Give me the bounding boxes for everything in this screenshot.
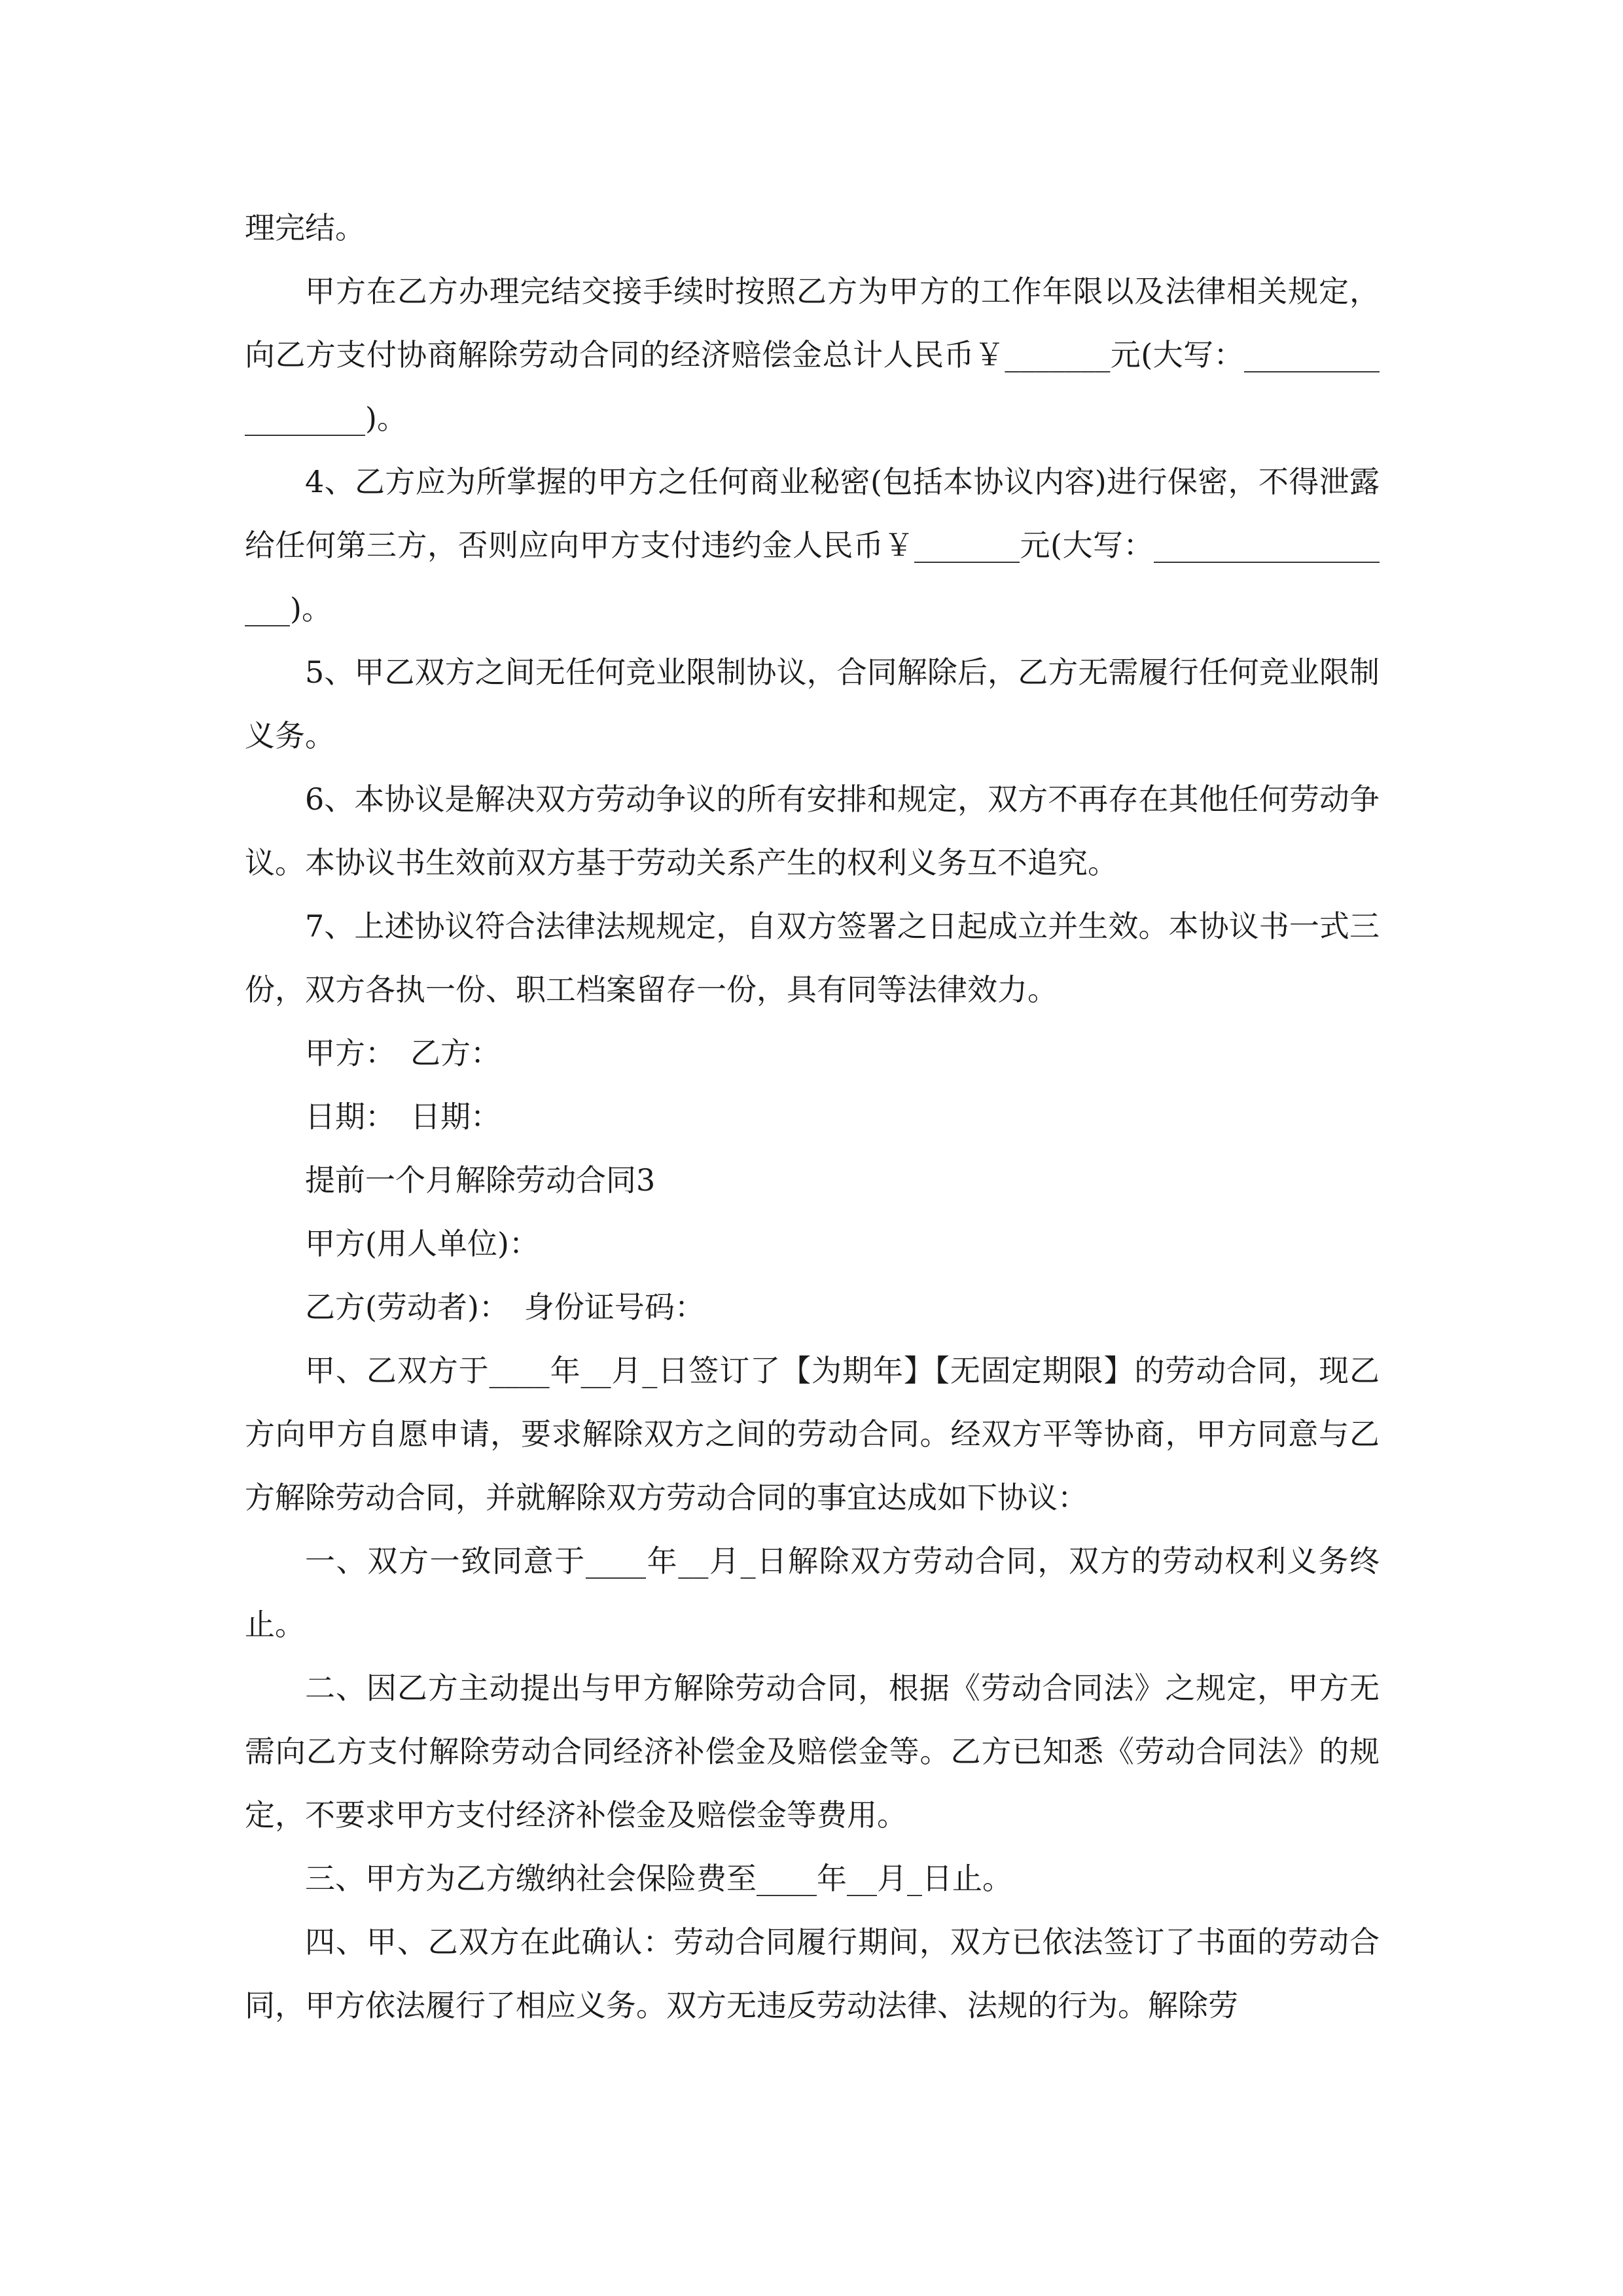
signature-date-line: 日期： 日期： bbox=[305, 1099, 501, 1134]
section-title: 提前一个月解除劳动合同3 bbox=[305, 1162, 656, 1198]
paragraph-compensation: 甲方在乙方办理完结交接手续时按照乙方为甲方的工作年限以及法律相关规定，向乙方支付协商解除劳动合同的经济赔偿金总计人民币￥_______元(大写：_________________)。 bbox=[245, 274, 1380, 436]
paragraph-clause-7: 7、上述协议符合法律法规规定，自双方签署之日起成立并生效。本协议书一式三份，双方各执一份、职工档案留存一份，具有同等法律效力。 bbox=[245, 908, 1380, 1007]
paragraph-article-1: 一、双方一致同意于____年__月_日解除双方劳动合同，双方的劳动权利义务终止。 bbox=[245, 1543, 1380, 1642]
paragraph-clause-4: 4、乙方应为所掌握的甲方之任何商业秘密(包括本协议内容)进行保密，不得泄露给任何第三方，否则应向甲方支付违约金人民币￥_______元(大写：__________________)。 bbox=[245, 464, 1380, 626]
paragraph-article-3: 三、甲方为乙方缴纳社会保险费至____年__月_日止。 bbox=[305, 1861, 1012, 1896]
paragraph-continuation: 理完结。 bbox=[245, 210, 365, 245]
signature-parties-line: 甲方： 乙方： bbox=[305, 1035, 501, 1071]
paragraph-article-2: 二、因乙方主动提出与甲方解除劳动合同，根据《劳动合同法》之规定，甲方无需向乙方支付解除劳动合同经济补偿金及赔偿金等。乙方已知悉《劳动合同法》的规定，不要求甲方支付经济补偿金及赔偿金等费用。 bbox=[245, 1670, 1380, 1833]
party-a-line: 甲方(用人单位)： bbox=[305, 1226, 539, 1261]
party-b-line: 乙方(劳动者)： 身份证号码： bbox=[305, 1289, 705, 1325]
paragraph-preamble: 甲、乙双方于____年__月_日签订了【为期年】【无固定期限】的劳动合同，现乙方向甲方自愿申请，要求解除双方之间的劳动合同。经双方平等协商，甲方同意与乙方解除劳动合同，并就解除双方劳动合同的事宜达成如下协议： bbox=[245, 1353, 1380, 1515]
paragraph-clause-6: 6、本协议是解决双方劳动争议的所有安排和规定，双方不再存在其他任何劳动争议。本协议书生效前双方基于劳动关系产生的权利义务互不追究。 bbox=[245, 781, 1380, 880]
paragraph-article-4: 四、甲、乙双方在此确认：劳动合同履行期间，双方已依法签订了书面的劳动合同，甲方依法履行了相应义务。双方无违反劳动法律、法规的行为。解除劳 bbox=[245, 1924, 1380, 2023]
paragraph-clause-5: 5、甲乙双方之间无任何竞业限制协议，合同解除后，乙方无需履行任何竞业限制义务。 bbox=[245, 655, 1380, 753]
document-body bbox=[245, 196, 1380, 2037]
